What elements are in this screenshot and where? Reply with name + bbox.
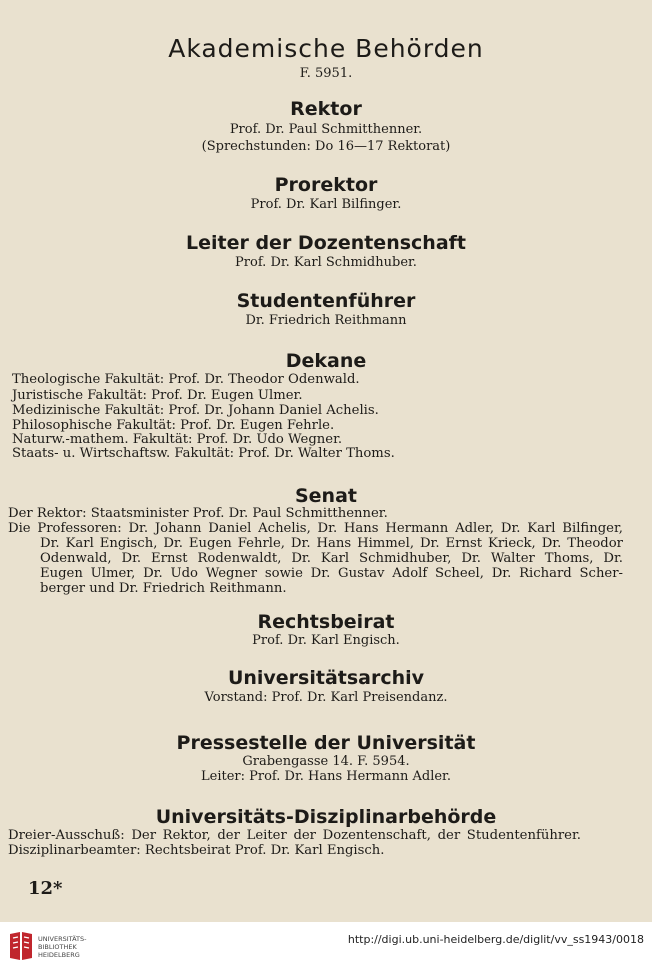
source-url-link[interactable]: http://digi.ub.uni-heidelberg.de/diglit/vv_ss1943/0018 (347, 933, 644, 946)
senat-heading: Senat (294, 485, 357, 507)
rektor-hours: (Sprechstunden: Do 16—17 Rektorat) (201, 139, 451, 154)
archiv-heading: Universitätsarchiv (227, 667, 425, 689)
senat-line: Eugen Ulmer, Dr. Udo Wegner sowie Dr. Gustav Adolf Scheel, Dr. Richard Scher- (40, 566, 623, 581)
rechtsbeirat-name: Prof. Dr. Karl Engisch. (252, 633, 400, 648)
presse-heading: Pressestelle der Universität (176, 732, 476, 754)
archiv-name: Vorstand: Prof. Dr. Karl Preisendanz. (204, 690, 448, 705)
library-name-line: BIBLIOTHEK (38, 943, 77, 951)
dekan-line: Medizinische Fakultät: Prof. Dr. Johann Daniel Achelis. (12, 403, 379, 418)
dozentenschaft-name: Prof. Dr. Karl Schmidhuber. (235, 255, 417, 270)
senat-line: berger und Dr. Friedrich Reithmann. (40, 581, 287, 596)
disziplin-line: Dreier-Ausschuß: Der Rektor, der Leiter der Dozentenschaft, der Studentenführer. (8, 828, 581, 843)
page-number: 12* (28, 878, 63, 899)
rechtsbeirat-heading: Rechtsbeirat (257, 611, 395, 633)
prorektor-name: Prof. Dr. Karl Bilfinger. (250, 197, 402, 212)
phone-number: F. 5951. (299, 66, 353, 81)
disziplin-line: Disziplinarbeamter: Rechtsbeirat Prof. Dr. Karl Engisch. (8, 843, 385, 858)
dozentenschaft-heading: Leiter der Dozentenschaft (186, 232, 466, 254)
library-name (38, 935, 87, 959)
senat-line: Die Professoren: Dr. Johann Daniel Achelis, Dr. Hans Hermann Adler, Dr. Karl Bilfinger, (8, 521, 623, 536)
page-title: Akademische Behörden (168, 34, 484, 63)
dekan-line: Juristische Fakultät: Prof. Dr. Eugen Ulmer. (12, 388, 303, 403)
library-name-line: HEIDELBERG (38, 951, 80, 959)
dekan-line: Staats- u. Wirtschaftsw. Fakultät: Prof. Dr. Walter Thoms. (12, 446, 395, 461)
rektor-heading: Rektor (290, 98, 362, 120)
dekan-line: Naturw.-mathem. Fakultät: Prof. Dr. Udo Wegner. (12, 432, 343, 447)
studentenfuehrer-name: Dr. Friedrich Reithmann (245, 313, 407, 328)
senat-line: Odenwald, Dr. Ernst Rodenwaldt, Dr. Karl Schmidhuber, Dr. Walter Thoms, Dr. (40, 551, 623, 566)
dekan-line: Philosophische Fakultät: Prof. Dr. Eugen Fehrle. (12, 418, 335, 433)
presse-leiter: Leiter: Prof. Dr. Hans Hermann Adler. (201, 769, 451, 784)
university-library-logo-icon (8, 930, 34, 962)
studentenfuehrer-heading: Studentenführer (236, 290, 416, 312)
rektor-name: Prof. Dr. Paul Schmitthenner. (229, 122, 423, 137)
library-footer (0, 922, 652, 972)
dekane-heading: Dekane (285, 350, 367, 372)
senat-line: Der Rektor: Staatsminister Prof. Dr. Paul Schmitthenner. (8, 506, 388, 521)
prorektor-heading: Prorektor (274, 174, 378, 196)
dekan-line: Theologische Fakultät: Prof. Dr. Theodor Odenwald. (12, 372, 360, 387)
disziplin-heading: Universitäts-Disziplinarbehörde (155, 806, 497, 828)
senat-line: Dr. Karl Engisch, Dr. Eugen Fehrle, Dr. Hans Himmel, Dr. Ernst Krieck, Dr. Theodor (40, 536, 623, 551)
presse-address: Grabengasse 14. F. 5954. (242, 754, 410, 769)
library-name-line: UNIVERSITÄTS- (38, 935, 87, 943)
